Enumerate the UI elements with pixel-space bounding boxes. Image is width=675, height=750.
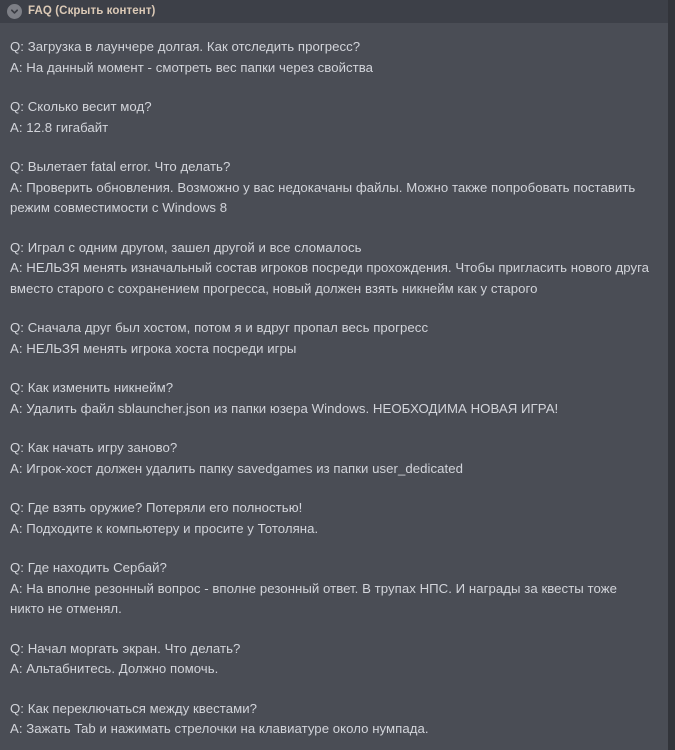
faq-question: Q: Начал моргать экран. Что делать?: [10, 640, 241, 656]
faq-item: [10, 37, 652, 78]
faq-answer: A: Альтабнитесь. Должно помочь.: [10, 661, 219, 676]
faq-answer: A: Зажать Tab и нажимать стрелочки на клавиатуре около нумпада.: [10, 721, 429, 736]
faq-answer: A: Игрок-хост должен удалить папку savedgames из папки user_dedicated: [10, 460, 464, 476]
faq-spoiler-title: FAQ (Скрыть контент): [28, 4, 156, 17]
faq-spoiler-header[interactable]: [0, 0, 675, 23]
faq-question: Q: Вылетает fatal error. Что делать?: [10, 159, 231, 174]
faq-answer: A: 12.8 гигабайт: [10, 119, 109, 135]
faq-answer: A: НЕЛЬЗЯ менять игрока хоста посреди игры: [10, 340, 297, 356]
faq-question: Q: Где находить Сербай?: [10, 560, 167, 575]
faq-question: Q: Сначала друг был хостом, потом я и вдруг пропал весь прогресс: [10, 320, 429, 335]
faq-question: Q: Где взять оружие? Потеряли его полностью!: [10, 500, 303, 515]
faq-answer: A: На данный момент - смотреть вес папки через свойства: [10, 59, 374, 75]
faq-item: [10, 378, 652, 419]
faq-question: Q: Как переключаться между квестами?: [10, 700, 257, 716]
chevron-down-circle-icon[interactable]: [7, 4, 22, 19]
faq-question: Q: Играл с одним другом, зашел другой и все сломалось: [10, 239, 362, 255]
faq-answer: A: НЕЛЬЗЯ менять изначальный состав игроков посреди прохождения. Чтобы пригласить нового друга вместо старого с сохранением прогресса, новый должен взять никнейм как у старого: [10, 260, 650, 296]
faq-item: [10, 438, 652, 479]
faq-item: [10, 238, 652, 300]
faq-answer: A: На вполне резонный вопрос - вполне резонный ответ. В трупах НПС. И награды за квесты тоже никто не отменял.: [10, 580, 617, 616]
faq-item: [10, 318, 652, 359]
faq-question: Q: Как изменить никнейм?: [10, 380, 174, 395]
faq-item: [10, 699, 652, 740]
faq-answer: A: Проверить обновления. Возможно у вас недокачаны файлы. Можно также попробовать поставить режим совместимости с Windows 8: [10, 179, 636, 215]
faq-item: [10, 558, 652, 620]
faq-item: [10, 157, 652, 219]
faq-answer: A: Подходите к компьютеру и просите у Тотоляна.: [10, 520, 319, 536]
faq-question: Q: Загрузка в лаунчере долгая. Как отследить прогресс?: [10, 39, 361, 54]
faq-question: Q: Сколько весит мод?: [10, 99, 152, 114]
faq-item: [10, 97, 652, 138]
faq-item: [10, 639, 652, 680]
faq-content: [0, 23, 668, 740]
faq-answer: A: Удалить файл sblauncher.json из папки юзера Windows. НЕОБХОДИМА НОВАЯ ИГРА!: [10, 400, 559, 416]
faq-question: Q: Как начать игру заново?: [10, 440, 178, 455]
scroll-gutter[interactable]: [668, 0, 675, 750]
faq-item: [10, 498, 652, 539]
